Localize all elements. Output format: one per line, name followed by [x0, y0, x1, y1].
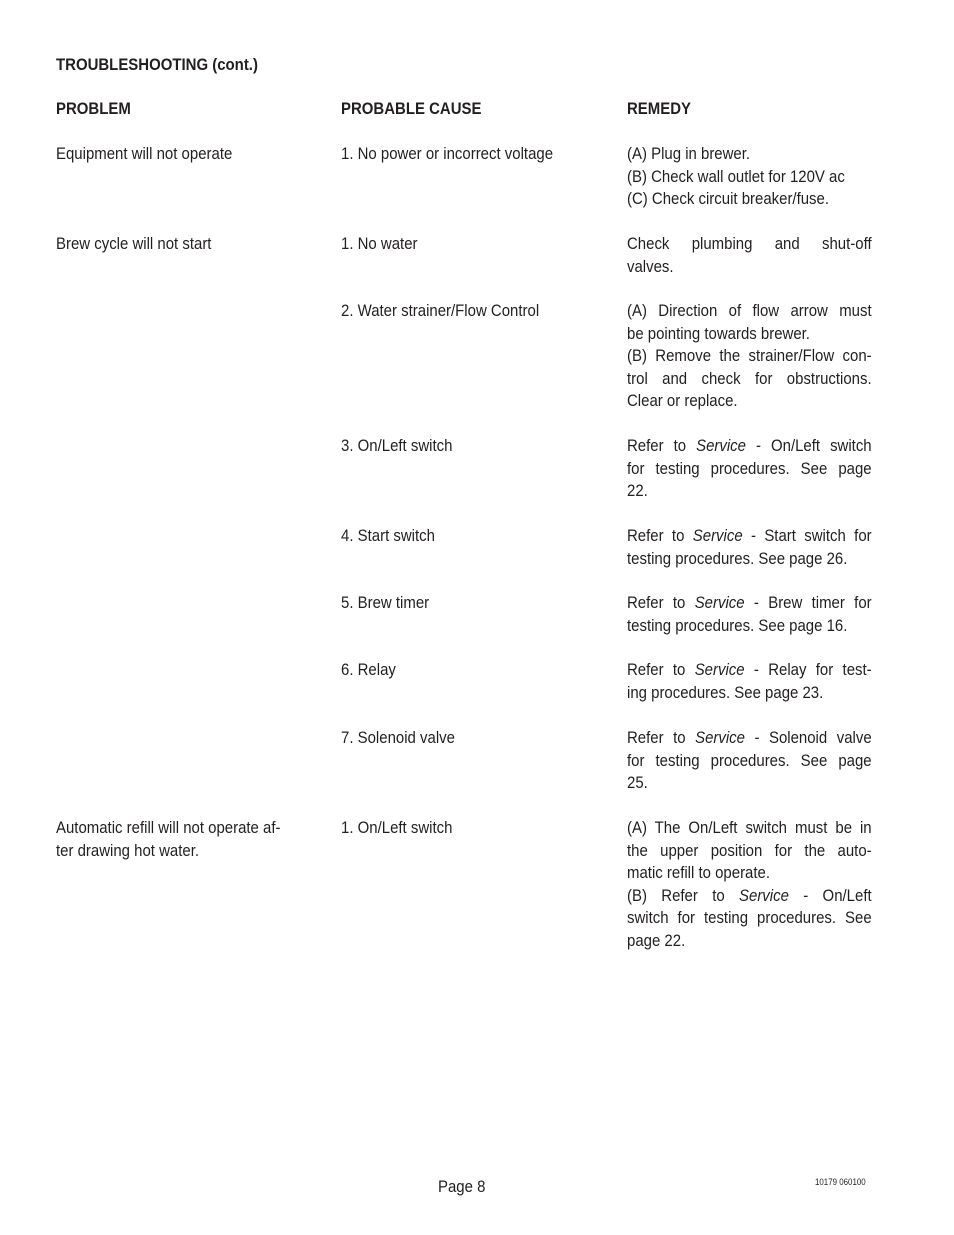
- remedy-line: [627, 143, 872, 166]
- remedy-line: [627, 907, 872, 930]
- remedy-block: [627, 659, 872, 704]
- service-reference: Service: [696, 436, 746, 455]
- problem-text: ter drawing hot water.: [56, 840, 200, 860]
- remedy-text: testing procedures. See page 26.: [627, 548, 848, 568]
- remedy-text: Refer to: [627, 593, 695, 612]
- remedy-text: switch for testing procedures. See: [627, 908, 872, 927]
- probable-cause-text: 6. Relay: [341, 660, 396, 679]
- remedy-text: (B) Remove the strainer/Flow con-: [627, 346, 872, 365]
- remedy-line: [627, 368, 872, 391]
- remedy-line: [627, 256, 872, 279]
- remedy-block: [627, 233, 872, 278]
- remedy-text: trol and check for obstructions.: [627, 368, 872, 388]
- probable-cause-text: 7. Solenoid valve: [341, 728, 455, 747]
- remedy-line: [627, 458, 872, 481]
- remedy-line: [627, 930, 872, 953]
- remedy-text: the upper position for the auto-: [627, 840, 872, 860]
- remedy-text: Refer to: [627, 526, 693, 545]
- probable-cause-text: 2. Water strainer/Flow Control: [341, 301, 540, 320]
- remedy-text: for testing procedures. See page: [627, 750, 872, 770]
- problem-text: Automatic refill will not operate af-: [56, 818, 281, 837]
- remedy-text: (A) Direction of flow arrow must: [627, 301, 872, 320]
- service-reference: Service: [692, 526, 743, 545]
- remedy-block: [627, 525, 872, 570]
- remedy-line: [627, 750, 872, 773]
- service-reference: Service: [695, 728, 745, 747]
- page-number: Page 8: [438, 1177, 486, 1196]
- problem-text: Equipment will not operate: [56, 144, 233, 163]
- remedy-line: [627, 345, 872, 368]
- remedy-line: [627, 592, 872, 615]
- remedy-block: [627, 143, 872, 211]
- service-reference: Service: [694, 660, 745, 679]
- remedy-text: page 22.: [627, 930, 686, 950]
- remedy-block: [627, 435, 872, 503]
- remedy-line: [627, 682, 872, 705]
- remedy-text: (A) Plug in brewer.: [627, 144, 751, 163]
- remedy-line: [627, 480, 872, 503]
- probable-cause-text: 5. Brew timer: [341, 593, 430, 612]
- remedy-line: [627, 525, 872, 548]
- remedy-line: [627, 659, 872, 682]
- remedy-text: - On/Left switch: [745, 436, 872, 455]
- remedy-line: [627, 840, 872, 863]
- remedy-line: [627, 300, 872, 323]
- remedy-text: for testing procedures. See page: [627, 458, 872, 478]
- remedy-text: 25.: [627, 773, 648, 792]
- probable-cause-text: 4. Start switch: [341, 526, 435, 545]
- probable-cause-text: 1. No water: [341, 234, 418, 253]
- service-reference: Service: [694, 593, 745, 612]
- remedy-line: [627, 323, 872, 346]
- remedy-text: (B) Check wall outlet for 120V ac: [627, 166, 845, 186]
- remedy-line: [627, 772, 872, 795]
- remedy-line: [627, 233, 872, 256]
- remedy-text: Check plumbing and shut-off: [627, 234, 872, 253]
- remedy-line: [627, 885, 872, 908]
- remedy-block: [627, 817, 872, 952]
- remedy-text: - On/Left: [788, 885, 872, 905]
- remedy-text: Clear or replace.: [627, 391, 738, 410]
- remedy-text: - Relay for test-: [744, 660, 872, 679]
- remedy-line: [627, 390, 872, 413]
- document-code: 10179 060100: [815, 1177, 866, 1187]
- section-title: TROUBLESHOOTING (cont.): [56, 55, 258, 74]
- remedy-line: [627, 548, 872, 571]
- probable-cause-text: 1. No power or incorrect voltage: [341, 144, 554, 163]
- header-remedy: REMEDY: [627, 99, 692, 118]
- remedy-line: [627, 862, 872, 885]
- problem-text: Brew cycle will not start: [56, 234, 212, 253]
- remedy-text: matic refill to operate.: [627, 863, 771, 882]
- remedy-line: [627, 615, 872, 638]
- remedy-text: - Start switch for: [742, 526, 872, 545]
- remedy-block: [627, 300, 872, 413]
- remedy-text: testing procedures. See page 16.: [627, 615, 848, 635]
- remedy-text: 22.: [627, 481, 648, 500]
- service-reference: Service: [739, 885, 789, 905]
- remedy-text: Refer to: [627, 728, 696, 747]
- remedy-text: - Brew timer for: [744, 593, 872, 612]
- remedy-line: [627, 435, 872, 458]
- remedy-text: ing procedures. See page 23.: [627, 682, 824, 702]
- remedy-text: - Solenoid valve: [744, 728, 872, 747]
- remedy-line: [627, 727, 872, 750]
- remedy-text: be pointing towards brewer.: [627, 323, 810, 343]
- header-problem: PROBLEM: [56, 99, 131, 118]
- probable-cause-text: 1. On/Left switch: [341, 818, 453, 837]
- remedy-text: (B) Refer to: [627, 885, 740, 905]
- remedy-text: (A) The On/Left switch must be in: [627, 818, 872, 837]
- remedy-line: [627, 166, 872, 189]
- header-probable-cause: PROBABLE CAUSE: [341, 99, 482, 118]
- remedy-text: (C) Check circuit breaker/fuse.: [627, 189, 830, 208]
- remedy-text: Refer to: [627, 660, 695, 679]
- remedy-text: valves.: [627, 256, 674, 276]
- remedy-text: Refer to: [627, 436, 697, 455]
- remedy-block: [627, 592, 872, 637]
- remedy-block: [627, 727, 872, 795]
- probable-cause-text: 3. On/Left switch: [341, 436, 453, 455]
- remedy-line: [627, 817, 872, 840]
- remedy-line: [627, 188, 872, 211]
